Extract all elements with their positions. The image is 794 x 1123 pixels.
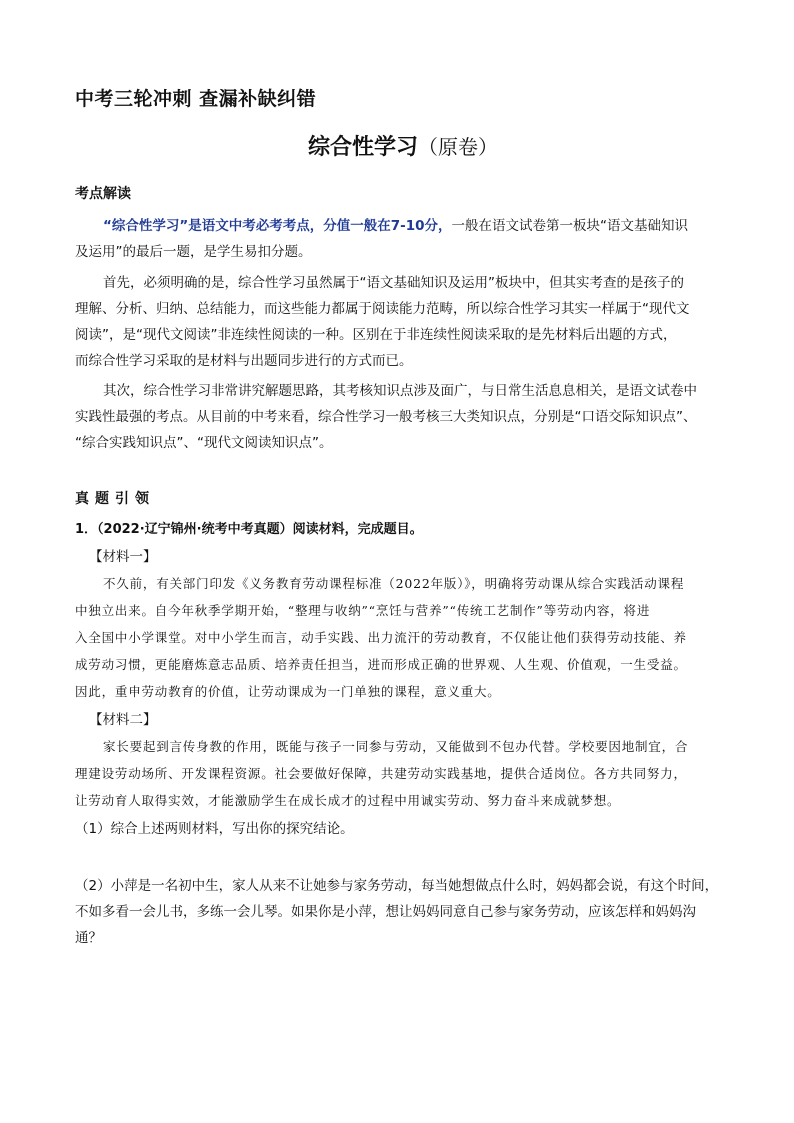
analysis-heading: 考点解读 bbox=[75, 186, 131, 202]
analysis-p1-highlight: “综合性学习”是语文中考必考考点，分值一般在7-10分， bbox=[103, 218, 452, 234]
material-1-line: 不久前，有关部门印发《义务教育劳动课程标准（2022年版）》，明确将劳动课从综合实践活动课程 bbox=[103, 576, 685, 591]
analysis-p2-line: 阅读”，是“现代文阅读”非连续性阅读的一种。区别在于非连续性阅读采取的是先材料后出题的方式， bbox=[75, 327, 677, 343]
analysis-p2-line: 而综合性学习采取的是材料与出题同步进行的方式而已。 bbox=[75, 353, 413, 369]
header-title: 中考三轮冲刺 查漏补缺纠错 bbox=[75, 88, 317, 110]
question-1-title: 1．（2022·辽宁锦州·统考中考真题）阅读材料，完成题目。 bbox=[75, 522, 423, 537]
analysis-p3-line: 其次，综合性学习非常讲究解题思路，其考核知识点涉及面广，与日常生活息息相关，是语文试卷中 bbox=[103, 383, 697, 399]
material-1-line: 因此，重申劳动教育的价值，让劳动课成为一门单独的课程，意义重大。 bbox=[75, 684, 501, 699]
analysis-p2-line: 理解、分析、归纳、总结能力，而这些能力都属于阅读能力范畴，所以综合性学习其实一样属于“现代文 bbox=[75, 301, 690, 317]
analysis-p1-rest: 一般在语文试卷第一板块“语文基础知识 bbox=[451, 218, 689, 234]
analysis-p3-line: 实践性最强的考点。从目前的中考来看，综合性学习一般考核三大类知识点，分别是“口语交际知识点”、 bbox=[75, 409, 697, 425]
sub-question-2-line: （2）小萍是一名初中生，家人从来不让她参与家务劳动，每当她想做点什么时，妈妈都会说，有这个时间， bbox=[75, 878, 719, 894]
analysis-p1-line2: 及运用”的最后一题，是学生易扣分题。 bbox=[75, 244, 312, 260]
sub-question-2-line: 不如多看一会儿书，多练一会儿琴。如果你是小萍，想让妈妈同意自己参与家务劳动，应该怎样和妈妈沟 bbox=[75, 904, 696, 920]
document-title bbox=[308, 130, 498, 161]
document-title-main: 综合性学习 bbox=[308, 135, 419, 160]
analysis-p1-line1 bbox=[103, 213, 688, 239]
sub-question-2-line: 通？ bbox=[75, 930, 102, 946]
analysis-p3-line: “综合实践知识点”、“现代文阅读知识点”。 bbox=[75, 435, 333, 451]
material-2-line: 让劳动育人取得实效，才能激励学生在成长成才的过程中用诚实劳动、努力奋斗来成就梦想。 bbox=[75, 793, 621, 808]
material-2-line: 家长要起到言传身教的作用，既能与孩子一同参与劳动，又能做到不包办代替。学校要因地制宜，合 bbox=[103, 739, 689, 754]
sub-question-1: （1）综合上述两则材料，写出你的探究结论。 bbox=[75, 821, 354, 837]
material-1-label: 【材料一】 bbox=[89, 549, 157, 565]
analysis-p2-line: 首先，必须明确的是，综合性学习虽然属于“语文基础知识及运用”板块中，但其实考查的是孩子的 bbox=[103, 275, 684, 291]
material-1-line: 入全国中小学课堂。对中小学生而言，动手实践、出力流汗的劳动教育，不仅能让他们获得劳动技能、养 bbox=[75, 630, 687, 645]
material-1-line: 中独立出来。自今年秋季学期开始，“整理与收纳”“烹饪与营养”“传统工艺制作”等劳动内容，将进 bbox=[75, 603, 651, 618]
material-1-line: 成劳动习惯，更能磨炼意志品质、培养责任担当，进而形成正确的世界观、人生观、价值观，一生受益。 bbox=[75, 657, 687, 672]
document-title-paren: （原卷） bbox=[418, 135, 499, 159]
material-2-line: 理建设劳动场所、开发课程资源。社会要做好保障，共建劳动实践基地，提供合适岗位。各方共同努力， bbox=[75, 766, 687, 781]
material-2-label: 【材料二】 bbox=[89, 712, 157, 728]
practice-heading: 真题引领 bbox=[75, 491, 155, 507]
